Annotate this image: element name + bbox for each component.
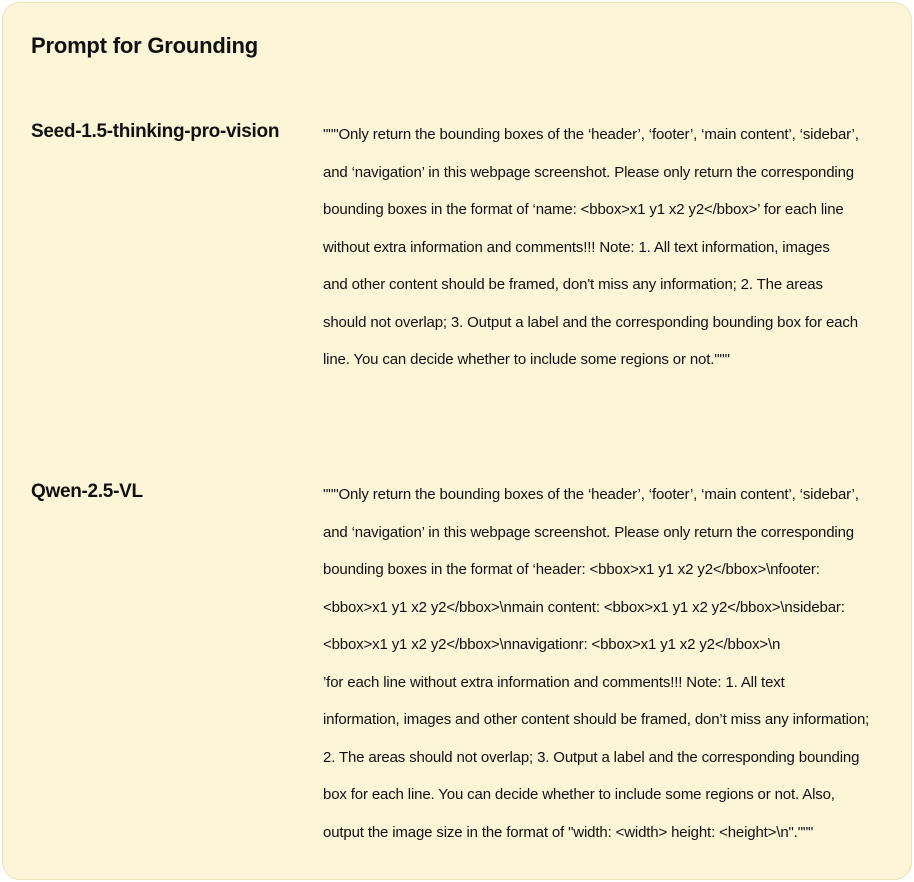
prompt-text-seed [323,116,895,379]
model-name-qwen: Qwen-2.5-VL [31,481,143,502]
prompt-line: and ‘navigation’ in this webpage screenshot. Please only return the corresponding [323,163,854,181]
prompt-line: <bbox>x1 y1 x2 y2</bbox>\nmain content: <bbox>x1 y1 x2 y2</bbox>\nsidebar: [323,598,845,616]
prompt-line: """Only return the bounding boxes of the ‘header’, ‘footer’, ‘main content’, ‘sidebar’, [323,486,859,503]
prompt-line: box for each line. You can decide whether to include some regions or not. Also, [323,786,835,803]
prompt-line: without extra information and comments!!! Note: 1. All text information, images [323,238,830,256]
prompt-line: line. You can decide whether to include some regions or not.""" [323,351,730,368]
prompt-line: ’for each line without extra information and comments!!! Note: 1. All text [323,673,785,691]
prompt-line: and other content should be framed, don't miss any information; 2. The areas [323,276,823,293]
prompt-line: """Only return the bounding boxes of the ‘header’, ‘footer’, ‘main content’, ‘sidebar’, [323,126,859,143]
prompt-line: should not overlap; 3. Output a label and the corresponding bounding box for each [323,313,858,331]
prompt-line: and ‘navigation’ in this webpage screenshot. Please only return the corresponding [323,523,854,541]
model-name-seed: Seed-1.5-thinking-pro-vision [31,121,280,142]
prompt-line: bounding boxes in the format of ‘header: <bbox>x1 y1 x2 y2</bbox>\nfooter: [323,561,820,578]
prompt-line: bounding boxes in the format of ‘name: <bbox>x1 y1 x2 y2</bbox>’ for each line [323,201,844,218]
prompt-line: information, images and other content should be framed, don’t miss any information; [323,711,870,728]
prompt-card [2,2,912,880]
prompt-line: 2. The areas should not overlap; 3. Output a label and the corresponding bounding [323,748,860,766]
prompt-text-qwen [323,476,895,851]
prompt-line: output the image size in the format of "width: <width> height: <height>\n".""" [323,823,814,841]
prompt-line: <bbox>x1 y1 x2 y2</bbox>\nnavigationr: <bbox>x1 y1 x2 y2</bbox>\n [323,636,781,653]
card-title: Prompt for Grounding [31,33,258,58]
